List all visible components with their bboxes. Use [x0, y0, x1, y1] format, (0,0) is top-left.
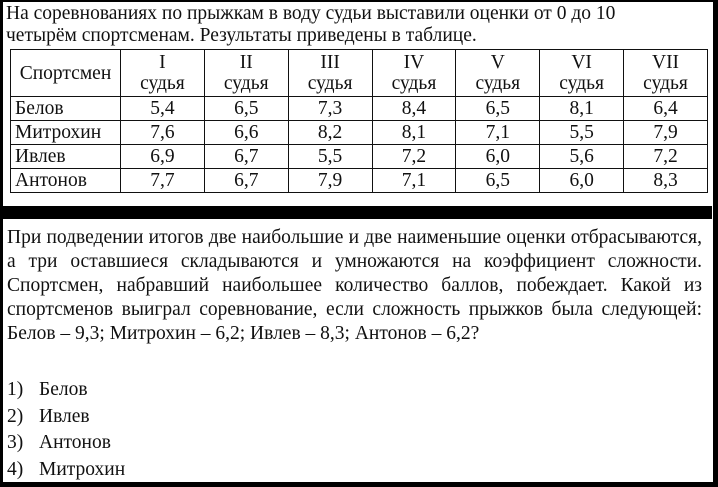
answer-number: 1) [7, 379, 24, 400]
judge-header-4 [372, 50, 456, 97]
score-cell: 8,4 [372, 97, 456, 121]
score-cell: 7,6 [121, 121, 205, 145]
score-cell: 8,3 [624, 169, 708, 193]
judge-word: судья [391, 73, 437, 94]
intro-line-1: На соревнованиях по прыжкам в воду судьи выставили оценки от 0 до 10 [6, 3, 616, 24]
table-row [11, 169, 708, 193]
judge-header-3 [288, 50, 372, 97]
score-cell: 8,2 [288, 121, 372, 145]
score-cell: 6,0 [456, 145, 540, 169]
score-cell: 6,6 [204, 121, 288, 145]
score-cell: 7,2 [372, 145, 456, 169]
score-cell: 7,3 [288, 97, 372, 121]
judge-numeral: III [320, 52, 340, 73]
judge-numeral: VI [571, 52, 592, 73]
answer-text: Ивлев [39, 405, 90, 427]
judge-numeral: I [159, 52, 166, 73]
judge-word: судья [223, 73, 269, 94]
scores-table [10, 49, 708, 193]
score-cell: 6,0 [540, 169, 624, 193]
judge-numeral: V [490, 52, 505, 73]
judge-header-7 [624, 50, 708, 97]
score-cell: 7,1 [456, 121, 540, 145]
score-cell: 8,1 [372, 121, 456, 145]
score-cell: 5,4 [121, 97, 205, 121]
question-text: При подведении итогов две наибольшие и две наименьшие оценки отбрасываются, а три оставшиеся складываются и умножаются на коэффициент сложности. Спортсмен, набравший наибольшее количество баллов, побеждает. Какой из спортсменов выиграл соревнование, если сложность прыжков была следующей: Белов – 9,3; Митрохин – 6,2; Ивлев – 8,3; Антонов – 6,2? [7, 227, 702, 344]
score-cell: 6,9 [121, 145, 205, 169]
athlete-name: Митрохин [11, 121, 121, 145]
score-cell: 7,7 [121, 169, 205, 193]
answer-number: 3) [7, 432, 24, 453]
score-cell: 6,7 [204, 145, 288, 169]
athlete-column-header: Спортсмен [11, 50, 121, 97]
score-cell: 6,4 [624, 97, 708, 121]
answer-number: 4) [7, 458, 24, 480]
athlete-name: Белов [11, 97, 121, 121]
judge-header-2 [204, 50, 288, 97]
score-cell: 7,2 [624, 145, 708, 169]
table-row [11, 97, 708, 121]
judge-word: судья [140, 73, 185, 94]
answer-text: Белов [39, 379, 88, 400]
judge-header-6 [540, 50, 624, 97]
athlete-name: Ивлев [11, 145, 121, 169]
answer-options [7, 377, 125, 483]
score-cell: 7,9 [624, 121, 708, 145]
answer-option[interactable] [7, 404, 125, 431]
athlete-name: Антонов [11, 169, 121, 193]
table-header-row [11, 50, 708, 97]
table-row [11, 121, 708, 145]
score-cell: 6,5 [456, 169, 540, 193]
table-row [11, 145, 708, 169]
judge-word: судья [307, 73, 353, 94]
intro-block [6, 3, 702, 47]
section-divider [0, 206, 712, 219]
score-cell: 8,1 [540, 97, 624, 121]
intro-line-2: четырём спортсменам. Результаты приведены в таблице. [6, 25, 477, 46]
judge-numeral: II [239, 52, 253, 73]
judge-numeral: VII [651, 52, 680, 73]
score-cell: 5,5 [540, 121, 624, 145]
answer-text: Антонов [39, 432, 111, 453]
score-cell: 7,9 [288, 169, 372, 193]
score-cell: 6,5 [204, 97, 288, 121]
answer-number: 2) [7, 405, 24, 427]
judge-numeral: IV [403, 52, 425, 73]
answer-option[interactable] [7, 430, 125, 457]
score-cell: 5,6 [540, 145, 624, 169]
judge-word: судья [643, 73, 688, 94]
score-cell: 6,5 [456, 97, 540, 121]
answer-option[interactable] [7, 457, 125, 484]
judge-header-5 [456, 50, 540, 97]
judge-word: судья [475, 73, 521, 94]
answer-text: Митрохин [39, 458, 126, 480]
answer-option[interactable] [7, 377, 125, 404]
score-cell: 7,1 [372, 169, 456, 193]
score-cell: 6,7 [204, 169, 288, 193]
judge-header-1 [121, 50, 205, 97]
score-cell: 5,5 [288, 145, 372, 169]
judge-word: судья [559, 73, 604, 94]
